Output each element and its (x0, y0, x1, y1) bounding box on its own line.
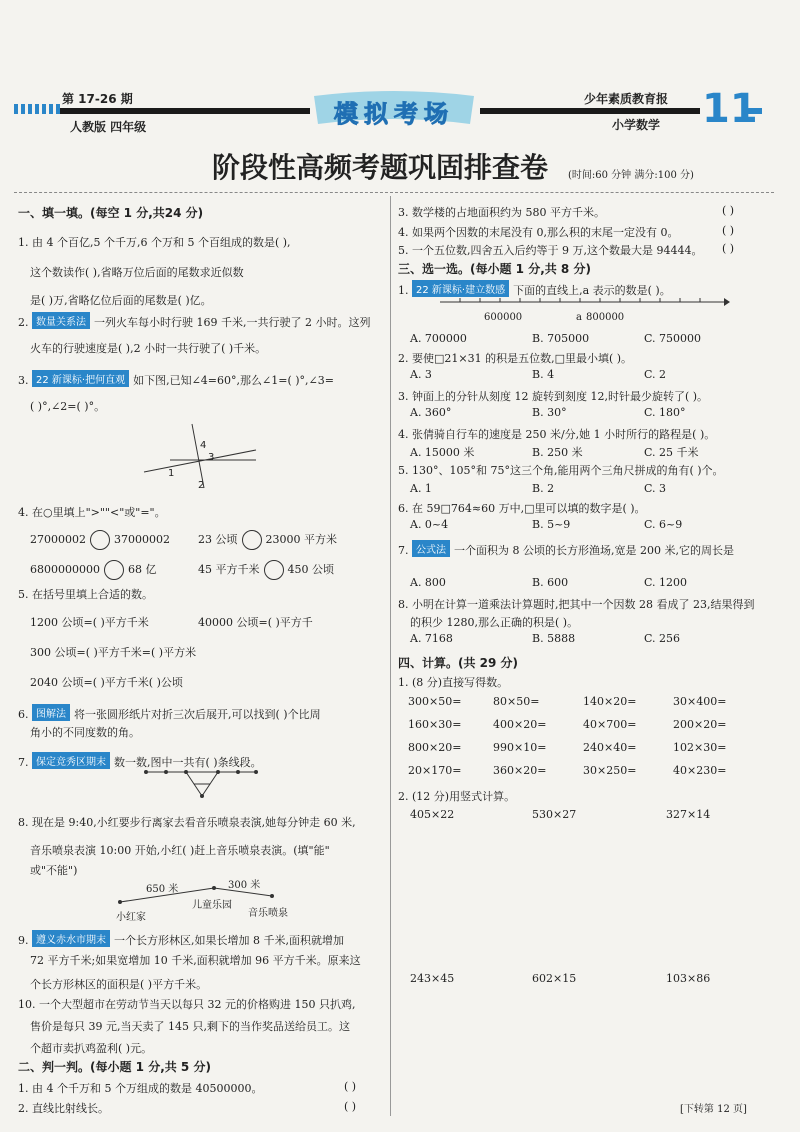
choice-4: 4. 张倩骑自行车的速度是 250 米/分,她 1 小时所行的路程是( )。 (398, 428, 716, 441)
q4-item-4 (198, 560, 334, 580)
q9-line2: 72 平方千米;如果宽增加 10 千米,面积就增加 96 平方千米。原来这 (30, 954, 361, 967)
label-650m: 650 米 (146, 884, 179, 895)
calc-cell: 140×20= (583, 695, 637, 708)
choice-2: 2. 要使□21×31 的积是五位数,□里最小填( )。 (398, 352, 633, 365)
table-row (408, 759, 758, 782)
table-row (408, 713, 758, 736)
q6-line1: 6. 图解法 将一张圆形纸片对折三次后展开,可以找到( )个比周 (18, 704, 321, 722)
time-info: (时间:60 分钟 满分:100 分) (568, 170, 694, 181)
q2-line1: 2. 数量关系法 一列火车每小时行驶 169 千米,一共行驶了 2 小时。这列 (18, 312, 370, 330)
vertical-calc-2: 530×27 (532, 808, 577, 821)
q10-line3: 个超市卖扒鸡盈利( )元。 (30, 1042, 153, 1055)
compare-circle[interactable] (242, 530, 262, 550)
svg-text:3: 3 (208, 452, 215, 463)
vertical-calc-4: 243×45 (410, 972, 455, 985)
issue-label: 第 17-26 期 (62, 92, 133, 106)
q3-text: 如下图,已知∠4=60°,那么∠1=( )°,∠3= (133, 374, 334, 387)
q4-2-left: 23 公顷 (198, 533, 238, 546)
q10-line2: 售价是每只 39 元,当天卖了 145 只,剩下的当作奖品送给员工。这 (30, 1020, 350, 1033)
q8-line1: 8. 现在是 9:40,小红要步行离家去看音乐喷泉表演,她每分钟走 60 米, (18, 816, 356, 829)
column-divider (390, 196, 391, 1116)
section-4-heading: 四、计算。(共 29 分) (398, 656, 519, 670)
banner-text: 模拟考场 (334, 100, 454, 128)
c2-opt-b[interactable]: B. 4 (532, 368, 555, 381)
c1-opt-a[interactable]: A. 700000 (410, 332, 467, 345)
judge-4-paren[interactable]: ( ) (722, 224, 735, 237)
vertical-calc-6: 103×86 (666, 972, 711, 985)
q3-tag: 22 新课标·把何直观 (32, 370, 129, 387)
q5-a2: 40000 公顷=( )平方千 (198, 616, 313, 629)
calc-cell: 200×20= (673, 718, 727, 731)
tick-800000: 800000 (586, 312, 625, 323)
vertical-calc-3: 327×14 (666, 808, 711, 821)
q3-line1: 3. 22 新课标·把何直观 如下图,已知∠4=60°,那么∠1=( )°,∠3= (18, 370, 334, 388)
c2-opt-a[interactable]: A. 3 (410, 368, 432, 381)
q10-line1: 10. 一个大型超市在劳动节当天以每只 32 元的价格购进 150 只扒鸡, (18, 998, 356, 1011)
paper-name: 少年素质教育报 (584, 92, 669, 106)
svg-text:1: 1 (168, 468, 175, 479)
calc-cell: 990×10= (493, 741, 547, 754)
judge-4: 4. 如果两个因数的末尾没有 0,那么积的末尾一定没有 0。 (398, 226, 679, 239)
q7-text: 数一数,图中一共有( )条线段。 (114, 756, 262, 769)
c6-opt-b[interactable]: B. 5~9 (532, 518, 571, 531)
c5-opt-a[interactable]: A. 1 (410, 482, 432, 495)
q5-a1: 1200 公顷=( )平方千米 (30, 616, 149, 629)
header-stripe-right (480, 108, 700, 114)
q4-item-1 (30, 530, 170, 550)
calc-2-heading: 2. (12 分)用竖式计算。 (398, 790, 516, 803)
judge-5: 5. 一个五位数,四舍五入后约等于 9 万,这个数最大是 94444。 (398, 244, 703, 257)
judge-5-paren[interactable]: ( ) (722, 242, 735, 255)
label-playground: 儿童乐园 (192, 900, 232, 911)
q2-tag: 数量关系法 (32, 312, 90, 329)
c4-opt-c[interactable]: C. 25 千米 (644, 446, 699, 459)
c4-opt-a[interactable]: A. 15000 米 (410, 446, 475, 459)
angle-figure (140, 420, 260, 492)
q5-c: 2040 公顷=( )平方千米( )公顷 (30, 676, 183, 689)
mental-calc-table (408, 690, 758, 782)
q7-tag: 保定竞秀区期末 (32, 752, 110, 769)
header-left-stripes (14, 104, 60, 114)
continue-note: [下转第 12 页] (680, 1104, 747, 1115)
c7-opt-b[interactable]: B. 600 (532, 576, 569, 589)
c7-text: 一个面积为 8 公顷的长方形渔场,宽是 200 米,它的周长是 (454, 544, 734, 557)
svg-text:2: 2 (198, 480, 205, 491)
calc-cell: 30×250= (583, 764, 637, 777)
segment-figure (142, 762, 262, 802)
tick-a: a (576, 312, 582, 323)
c1-opt-b[interactable]: B. 705000 (532, 332, 590, 345)
c4-opt-b[interactable]: B. 250 米 (532, 446, 583, 459)
judge-1: 1. 由 4 个千万和 5 个万组成的数是 40500000。 (18, 1082, 263, 1095)
calc-cell: 20×170= (408, 764, 462, 777)
q7-line: 7. 保定竞秀区期末 数一数,图中一共有( )条线段。 (18, 752, 262, 770)
compare-circle[interactable] (264, 560, 284, 580)
c6-opt-a[interactable]: A. 0~4 (410, 518, 449, 531)
q3-line2: ( )°,∠2=( )°。 (30, 400, 106, 413)
q9-line1: 9. 遵义赤水市期末 一个长方形林区,如果长增加 8 千米,面积就增加 (18, 930, 344, 948)
c3-opt-a[interactable]: A. 360° (410, 406, 452, 419)
q1-line3: 是( )万,省略亿位后面的尾数是( )亿。 (30, 294, 212, 307)
page-title: 阶段性高频考题巩固排查卷 (212, 151, 549, 184)
calc-cell: 400×20= (493, 718, 547, 731)
vertical-calc-1: 405×22 (410, 808, 455, 821)
compare-circle[interactable] (90, 530, 110, 550)
q4-4-left: 45 平方千米 (198, 563, 260, 576)
q6-tag: 图解法 (32, 704, 70, 721)
judge-1-paren[interactable]: ( ) (344, 1080, 357, 1093)
label-home: 小红家 (116, 912, 146, 923)
judge-3: 3. 数学楼的占地面积约为 580 平方千米。 (398, 206, 605, 219)
choice-6: 6. 在 59□764≈60 万中,□里可以填的数字是( )。 (398, 502, 646, 515)
q4-item-2 (198, 530, 337, 550)
header-stripe-left (60, 108, 310, 114)
q4-1-left: 27000002 (30, 533, 86, 546)
q8-line3: 或"不能") (30, 864, 78, 877)
vertical-calc-5: 602×15 (532, 972, 577, 985)
choice-7: 7. 公式法 一个面积为 8 公顷的长方形渔场,宽是 200 米,它的周长是 (398, 540, 734, 558)
c2-opt-c[interactable]: C. 2 (644, 368, 667, 381)
calc-cell: 30×400= (673, 695, 727, 708)
q9-line3: 个长方形林区的面积是( )平方千米。 (30, 978, 208, 991)
c8-opt-b[interactable]: B. 5888 (532, 632, 576, 645)
c3-opt-c[interactable]: C. 180° (644, 406, 686, 419)
q6-text: 将一张圆形纸片对折三次后展开,可以找到( )个比周 (74, 708, 321, 721)
calc-cell: 300×50= (408, 695, 462, 708)
calc-1-heading: 1. (8 分)直接写得数。 (398, 676, 509, 689)
q4-2-right: 23000 平方米 (265, 533, 337, 546)
q8-line2: 音乐喷泉表演 10:00 开始,小红( )赶上音乐喷泉表演。(填"能" (30, 844, 330, 857)
q5-b: 300 公顷=( )平方千米=( )平方米 (30, 646, 197, 659)
choice-8-line2: 的积少 1280,那么正确的积是( )。 (410, 616, 579, 629)
c6-opt-c[interactable]: C. 6~9 (644, 518, 683, 531)
compare-circle[interactable] (104, 560, 124, 580)
q6-line2: 角小的不同度数的角。 (30, 726, 140, 739)
choice-1: 1. 22 新课标·建立数感 下面的直线上,a 表示的数是( )。 (398, 280, 671, 298)
c3-opt-b[interactable]: B. 30° (532, 406, 567, 419)
subject-label: 小学数学 (612, 118, 661, 132)
c1-tag: 22 新课标·建立数感 (412, 280, 509, 297)
calc-cell: 240×40= (583, 741, 637, 754)
choice-5: 5. 130°、105°和 75°这三个角,能用两个三角尺拼成的角有( )个。 (398, 464, 724, 477)
c7-opt-c[interactable]: C. 1200 (644, 576, 688, 589)
calc-cell: 40×230= (673, 764, 727, 777)
svg-text:4: 4 (200, 440, 207, 451)
c7-tag: 公式法 (412, 540, 450, 557)
edition-label: 人教版 四年级 (70, 120, 147, 134)
banner (310, 90, 478, 128)
tick-600000: 600000 (484, 312, 523, 323)
q5-heading: 5. 在括号里填上合适的数。 (18, 588, 153, 601)
q1-line2: 这个数读作( ),省略万位后面的尾数求近似数 (30, 266, 244, 279)
section-3-heading: 三、选一选。(每小题 1 分,共 8 分) (398, 262, 591, 276)
q1-line1: 1. 由 4 个百亿,5 个千万,6 个万和 5 个百组成的数是( ), (18, 236, 291, 249)
q4-3-right: 68 亿 (128, 563, 157, 576)
c5-opt-c[interactable]: C. 3 (644, 482, 667, 495)
calc-cell: 40×700= (583, 718, 637, 731)
c1-opt-c[interactable]: C. 750000 (644, 332, 702, 345)
q4-3-left: 6800000000 (30, 563, 100, 576)
choice-3: 3. 钟面上的分针从刻度 12 旋转到刻度 12,时针最少旋转了( )。 (398, 390, 709, 403)
title-rule (14, 192, 774, 193)
label-300m: 300 米 (228, 880, 261, 891)
calc-cell: 80×50= (493, 695, 540, 708)
section-1-heading: 一、填一填。(每空 1 分,共24 分) (18, 206, 204, 220)
q4-1-right: 37000002 (114, 533, 170, 546)
choice-8-line1: 8. 小明在计算一道乘法计算题时,把其中一个因数 28 看成了 23,结果得到 (398, 598, 755, 611)
judge-3-paren[interactable]: ( ) (722, 204, 735, 217)
table-row (408, 736, 758, 759)
c5-opt-b[interactable]: B. 2 (532, 482, 555, 495)
judge-2-paren[interactable]: ( ) (344, 1100, 357, 1113)
calc-cell: 160×30= (408, 718, 462, 731)
section-2-heading: 二、判一判。(每小题 1 分,共 5 分) (18, 1060, 211, 1074)
q2-line2: 火车的行驶速度是( ),2 小时一共行驶了( )千米。 (30, 342, 267, 355)
c8-opt-c[interactable]: C. 256 (644, 632, 681, 645)
c1-text: 下面的直线上,a 表示的数是( )。 (513, 284, 671, 297)
table-row (408, 690, 758, 713)
judge-2: 2. 直线比射线长。 (18, 1102, 109, 1115)
q9-tag: 遵义赤水市期末 (32, 930, 110, 947)
calc-cell: 360×20= (493, 764, 547, 777)
c8-opt-a[interactable]: A. 7168 (410, 632, 453, 645)
calc-cell: 102×30= (673, 741, 727, 754)
label-fountain: 音乐喷泉 (248, 908, 288, 919)
q4-item-3 (30, 560, 157, 580)
q2-text: 一列火车每小时行驶 169 千米,一共行驶了 2 小时。这列 (94, 316, 371, 329)
page-number: 11 (702, 86, 758, 132)
calc-cell: 800×20= (408, 741, 462, 754)
q4-heading: 4. 在○里填上">""<"或"="。 (18, 506, 166, 519)
q9-text: 一个长方形林区,如果长增加 8 千米,面积就增加 (114, 934, 344, 947)
c7-opt-a[interactable]: A. 800 (410, 576, 446, 589)
number-line (440, 294, 730, 310)
q4-4-right: 450 公顷 (287, 563, 334, 576)
